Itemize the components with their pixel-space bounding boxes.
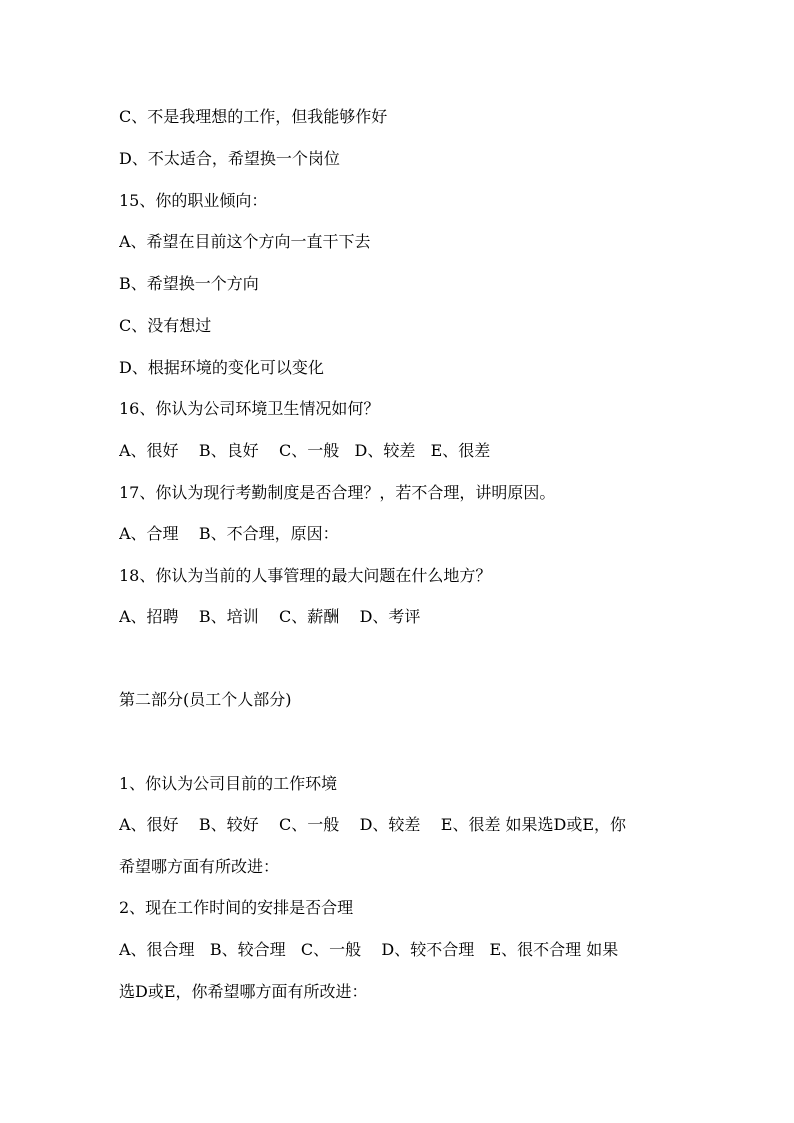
section-two-question-1-options: A、很好 B、较好 C、一般 D、较差 E、很差 如果选D或E，你 — [119, 815, 627, 834]
question-16: 16、你认为公司环境卫生情况如何？ — [119, 399, 380, 418]
section-two-question-1: 1、你认为公司目前的工作环境 — [119, 774, 338, 793]
question-17: 17、你认为现行考勤制度是否合理？，若不合理，讲明原因。 — [119, 483, 556, 502]
question-15: 15、你的职业倾向： — [119, 191, 268, 210]
question-15-option-c: C、没有想过 — [119, 316, 212, 335]
question-18: 18、你认为当前的人事管理的最大问题在什么地方？ — [119, 566, 492, 585]
section-two-question-2: 2、现在工作时间的安排是否合理 — [119, 898, 354, 917]
option-d-line: D、不太适合，希望换一个岗位 — [119, 149, 340, 168]
section-two-question-2-continuation: 选D或E，你希望哪方面有所改进： — [119, 982, 368, 1001]
question-16-options: A、很好 B、良好 C、一般 D、较差 E、很差 — [119, 441, 491, 460]
section-two-heading: 第二部分(员工个人部分) — [119, 690, 292, 709]
question-15-option-d: D、根据环境的变化可以变化 — [119, 358, 324, 377]
question-17-options: A、合理 B、不合理，原因： — [119, 524, 339, 543]
option-c-line: C、不是我理想的工作，但我能够作好 — [119, 107, 388, 126]
question-15-option-b: B、希望换一个方向 — [119, 274, 259, 293]
question-15-option-a: A、希望在目前这个方向一直干下去 — [119, 232, 371, 251]
section-two-question-2-options: A、很合理 B、较合理 C、一般 D、较不合理 E、很不合理 如果 — [119, 940, 619, 959]
question-18-options: A、招聘 B、培训 C、薪酬 D、考评 — [119, 607, 421, 626]
section-two-question-1-continuation: 希望哪方面有所改进： — [119, 857, 280, 876]
